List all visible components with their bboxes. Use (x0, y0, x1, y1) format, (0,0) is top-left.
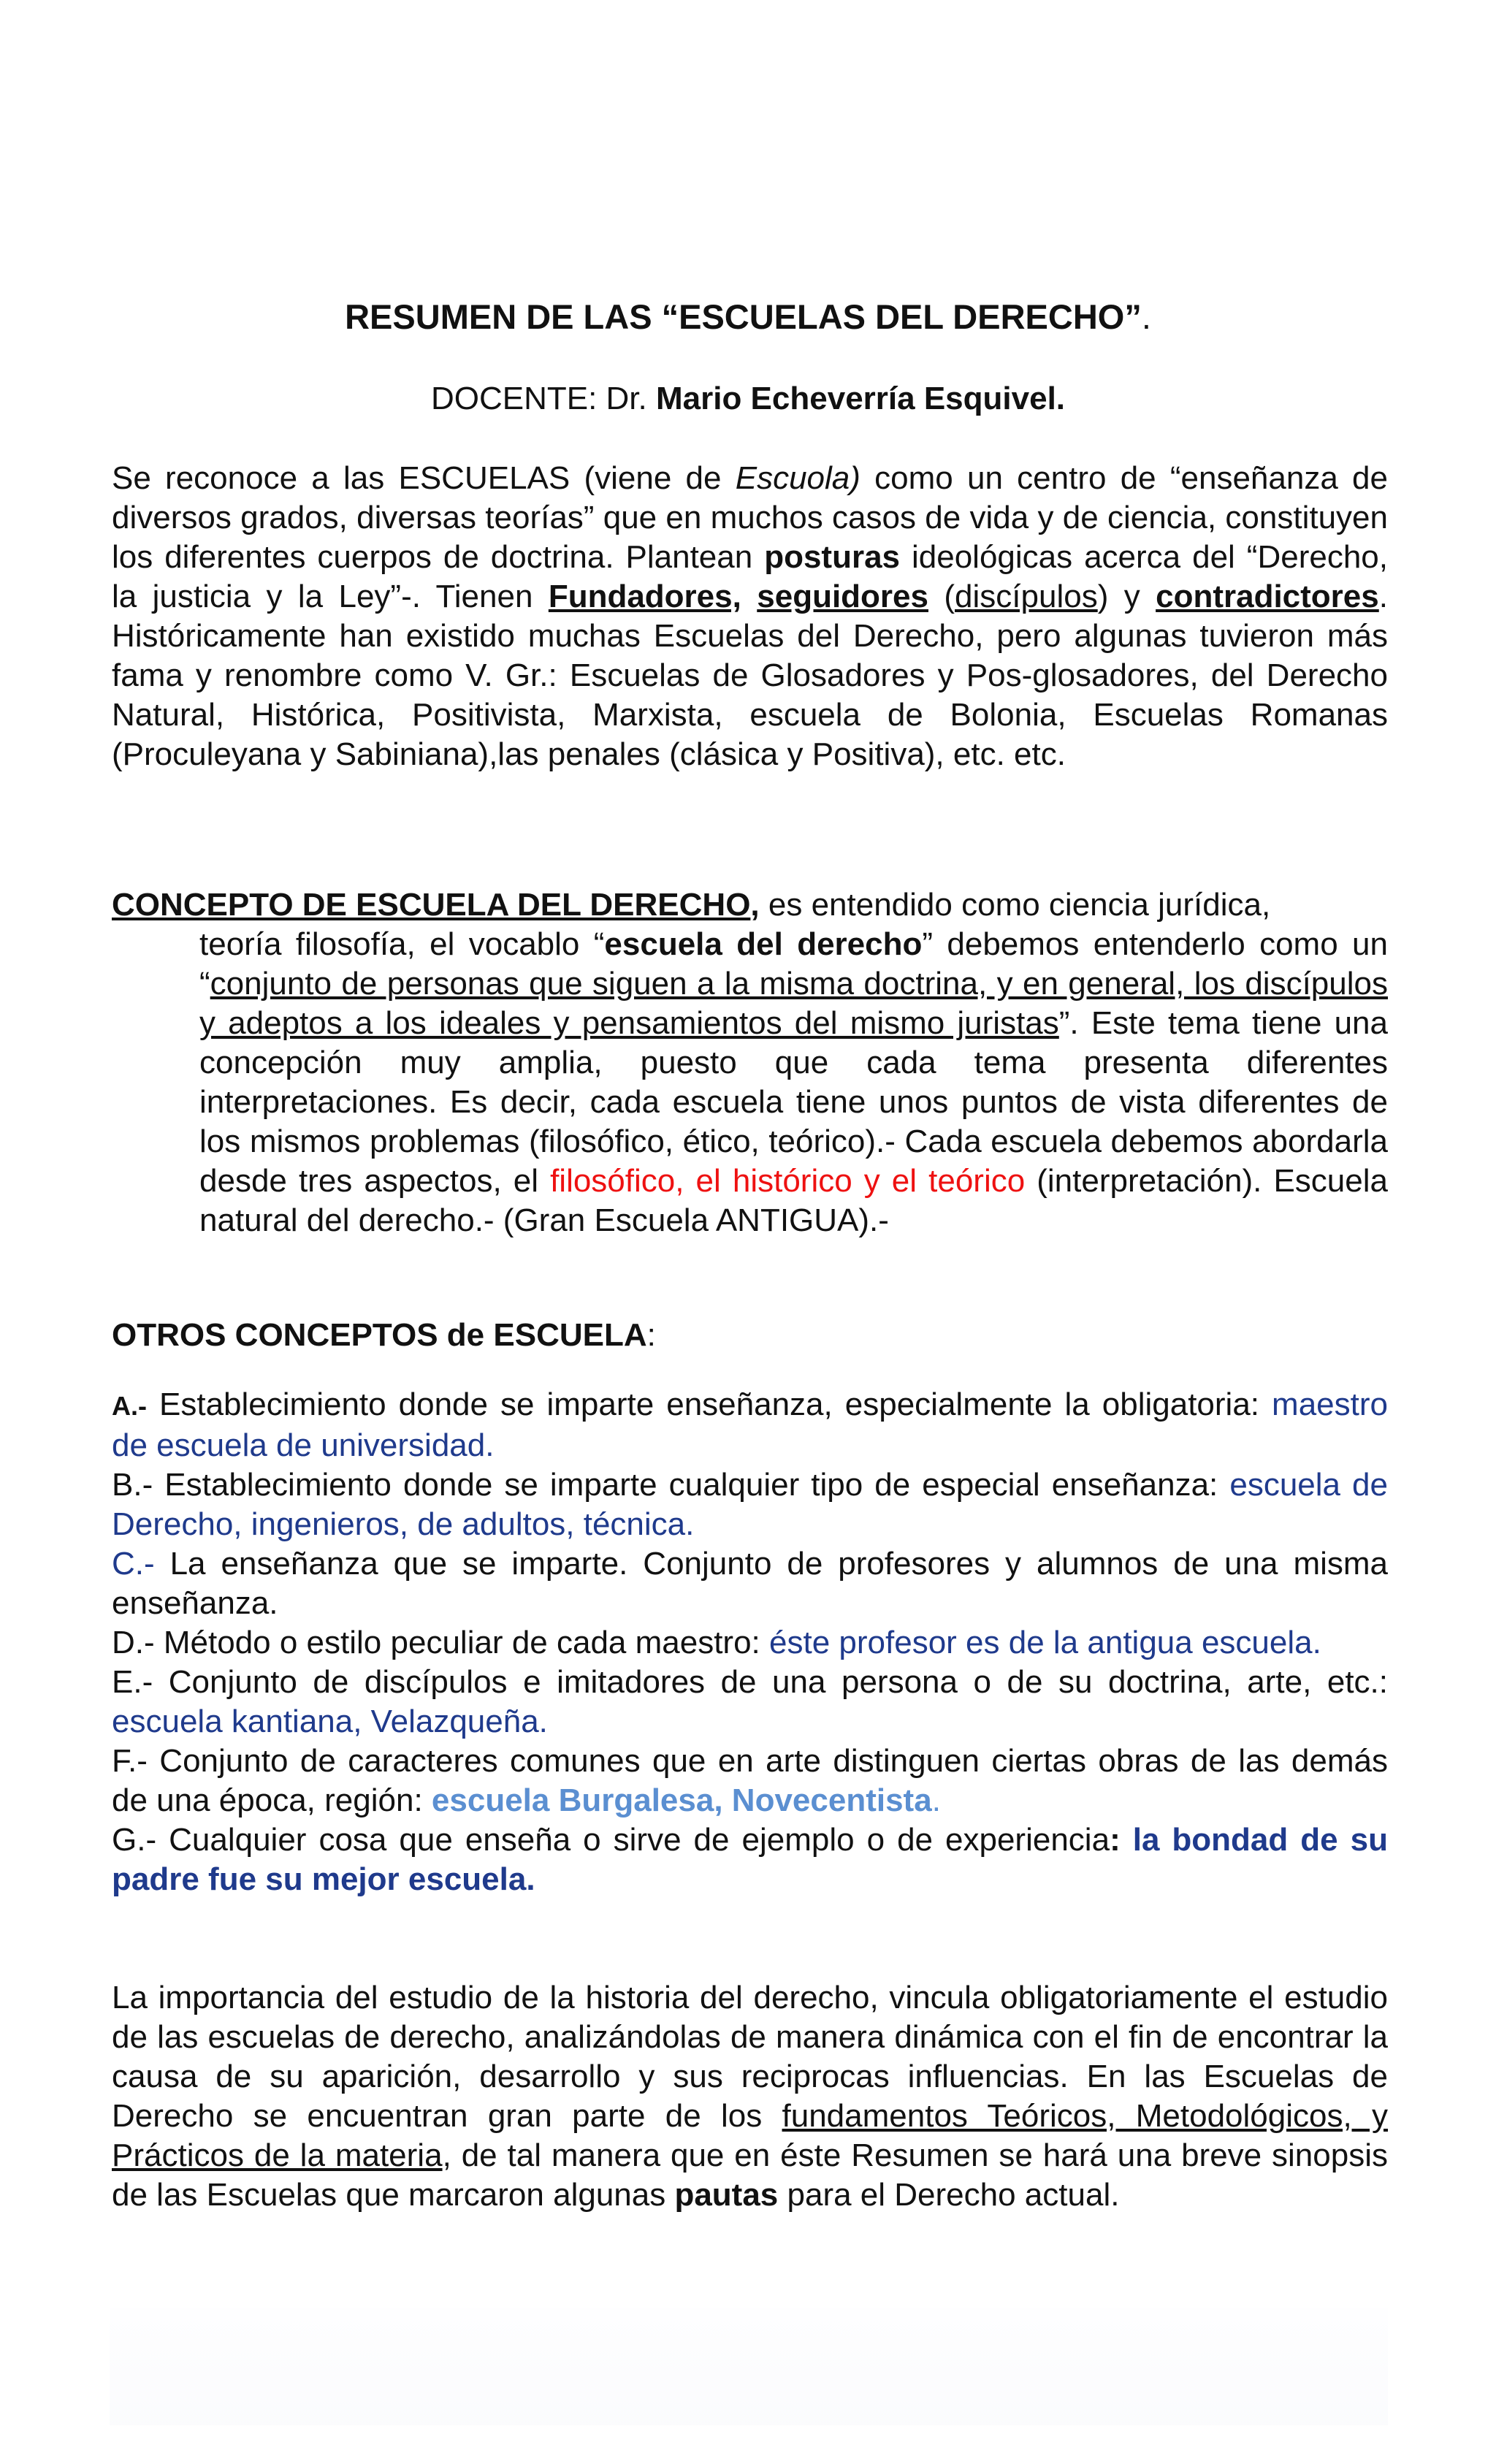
list-item: F.- Conjunto de caracteres comunes que en arte distinguen ciertas obras de las demás de una época, región: escuela Burgalesa, Novecentista. (112, 1743, 1388, 1818)
list-item: A.- Establecimiento donde se imparte enseñanza, especialmente la obligatoria: maestro de escuela de universidad. (112, 1387, 1388, 1463)
list-item: D.- Método o estilo peculiar de cada maestro: éste profesor es de la antigua escuela. (112, 1625, 1321, 1660)
docente-name: Mario Echeverría Esquivel. (655, 381, 1066, 416)
list-item: B.- Establecimiento donde se imparte cualquier tipo de especial enseñanza: escuela de Derecho, ingenieros, de adultos, técnica. (112, 1467, 1389, 1542)
otros-heading: OTROS CONCEPTOS de ESCUELA: (112, 1317, 656, 1353)
otros-list (112, 1385, 1388, 1899)
concepto-heading: CONCEPTO DE ESCUELA DEL DERECHO (112, 887, 751, 923)
list-item: G.- Cualquier cosa que enseña o sirve de ejemplo o de experiencia: la bondad de su padre fue su mejor escuela. (112, 1822, 1388, 1897)
document-title: RESUMEN DE LAS “ESCUELAS DEL DERECHO”. (345, 297, 1151, 336)
docente-line: DOCENTE: Dr. Mario Echeverría Esquivel. (430, 381, 1066, 416)
scan-shadow (110, 2308, 1388, 2425)
concepto-paragraph: teoría filosofía, el vocablo “escuela del derecho” debemos entenderlo como un “conjunto de personas que siguen a la misma doctrina, y en general, los discípulos y adeptos a los ideales y pensamientos del mismo juristas”. Este tema tiene una concepción muy amplia, puesto que cada tema presenta diferentes interpretaciones. Es decir, cada escuela tiene unos puntos de vista diferentes de los mismos problemas (filosófico, ético, teórico).- Cada escuela debemos abordarla desde tres aspectos, el filosófico, el histórico y el teórico (interpretación). Escuela natural del derecho.- (Gran Escuela ANTIGUA).- (199, 926, 1388, 1238)
closing-paragraph: La importancia del estudio de la historia del derecho, vincula obligatoriamente el estudio de las escuelas de derecho, analizándolas de manera dinámica con el fin de encontrar la causa de su aparición, desarrollo y sus reciprocas influencias. En las Escuelas de Derecho se encuentran gran parte de los fundamentos Teóricos, Metodológicos, y Prácticos de la materia, de tal manera que en éste Resumen se hará una breve sinopsis de las Escuelas que marcaron algunas pautas para el Derecho actual. (112, 1980, 1388, 2213)
concepto-first-line: CONCEPTO DE ESCUELA DEL DERECHO, es entendido como ciencia jurídica, (112, 887, 1271, 923)
list-item: E.- Conjunto de discípulos e imitadores de una persona o de su doctrina, arte, etc.: escuela kantiana, Velazqueña. (112, 1664, 1388, 1739)
three-aspects: filosófico, el histórico y el teórico (550, 1163, 1026, 1199)
intro-paragraph: Se reconoce a las ESCUELAS (viene de Escuola) como un centro de “enseñanza de diversos grados, diversas teorías” que en muchos casos de vida y de ciencia, constituyen los diferentes cuerpos de doctrina. Plantean posturas ideológicas acerca del “Derecho, la justicia y la Ley”-. Tienen Fundadores, seguidores (discípulos) y contradictores. Históricamente han existido muchas Escuelas del Derecho, pero algunas tuvieron más fama y renombre como V. Gr.: Escuelas de Glosadores y Pos-glosadores, del Derecho Natural, Histórica, Positivista, Marxista, escuela de Bolonia, Escuelas Romanas (Proculeyana y Sabiniana),las penales (clásica y Positiva), etc. etc. (112, 460, 1388, 772)
list-item: C.- La enseñanza que se imparte. Conjunto de profesores y alumnos de una misma enseñanza. (112, 1546, 1388, 1621)
